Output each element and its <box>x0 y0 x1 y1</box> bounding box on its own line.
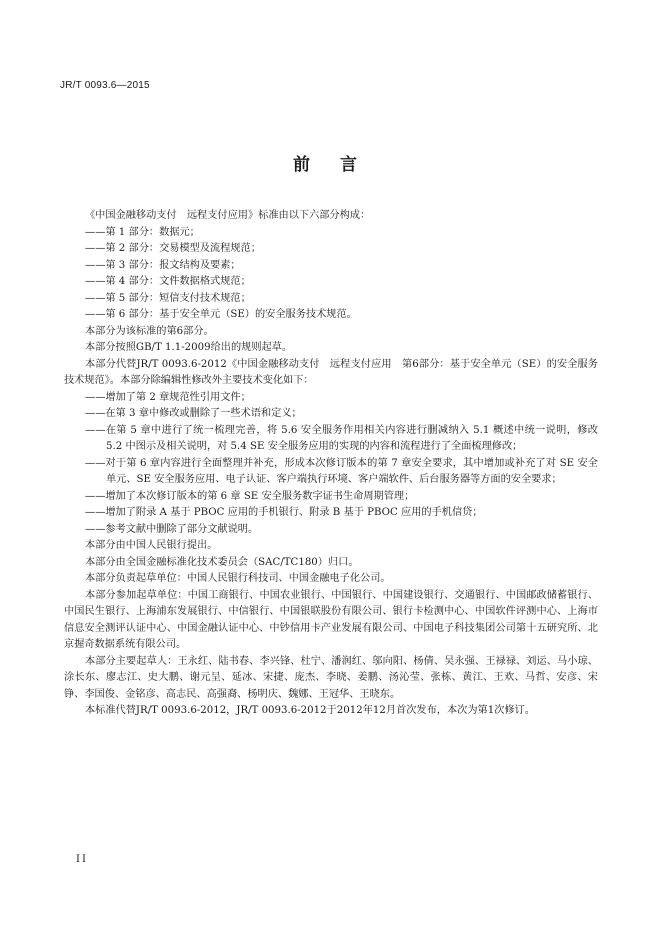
paragraph: ——第 5 部分：短信支付技术规范； <box>85 292 251 304</box>
paragraph: ——第 3 部分：报文结构及要素； <box>85 259 241 271</box>
paragraph: 本部分由中国人民银行提出。 <box>85 540 218 551</box>
change-list-item: ——参考文献中删除了部分文献说明。 <box>85 523 259 535</box>
paragraph: 本部分按照GB/T 1.1-2009给出的规则起草。 <box>85 342 293 353</box>
paragraph: 本标准代替JR/T 0093.6-2012，JR/T 0093.6-2012于2012年12月首次发布，本次为第1次修订。 <box>85 705 535 716</box>
paragraph: ——第 6 部分：基于安全单元（SE）的安全服务技术规范。 <box>85 309 357 320</box>
paragraph: ——第 1 部分：数据元； <box>85 226 200 238</box>
paragraph: 本部分为该标准的第6部分。 <box>85 325 214 337</box>
paragraph: 本部分由全国金融标准化技术委员会（SAC/TC180）归口。 <box>85 556 359 568</box>
page-number: II <box>76 854 88 865</box>
paragraph: 《中国金融移动支付 远程支付应用》标准由以下六部分构成： <box>85 210 371 221</box>
paragraph: 本部分代替JR/T 0093.6-2012《中国金融移动支付 远程支付应用 第6部分：基于安全单元（SE）的安全服务技术规范》。本部分除编辑性修改外主要技术变化如下： <box>64 358 598 386</box>
paragraph: ——第 2 部分：交易模型及流程规范； <box>85 243 261 254</box>
document-id: JR/T 0093.6—2015 <box>60 80 150 91</box>
paragraph: ——第 4 部分：文件数据格式规范； <box>85 276 251 287</box>
change-list-item: ——对于第 6 章内容进行全面整理并补充，形成本次修订版本的第 7 章安全要求，其中增加或补充了对 SE 安全单元、SE 安全服务应用、电子认证、客户端执行环境、客户端软件、后台服务器等方面的安全要求； <box>85 457 598 485</box>
change-list-item: ——在第 3 章中修改或删除了一些术语和定义； <box>85 408 302 419</box>
change-list-item: ——增加了附录 A 基于 PBOC 应用的手机银行、附录 B 基于 PBOC 应用的手机信贷； <box>85 507 483 518</box>
foreword-body <box>64 208 598 720</box>
paragraph: 本部分主要起草人：王永红、陆书春、李兴锋、杜宁、潘润红、邬向阳、杨倩、吴永强、王禄禄、刘运、马小琼、涂长东、廖志江、史大鹏、谢元呈、延冰、宋捷、庞杰、李晓、姜鹏、汤沁莹、张栋、黄江、王欢、马哲、安彦、宋铮、李国俊、金铭彦、高志民、高强裔、杨明庆、魏娜、王冠华、王晓东。 <box>64 655 598 700</box>
paragraph: 本部分负责起草单位：中国人民银行科技司、中国金融电子化公司。 <box>85 573 391 584</box>
change-list-item: ——增加了第 2 章规范性引用文件； <box>85 391 251 403</box>
page-title: 前 言 <box>293 155 369 175</box>
change-list-item: ——在第 5 章中进行了统一梳理完善，将 5.6 安全服务作用相关内容进行删减纳入 5.1 概述中统一说明，修改 5.2 中图示及相关说明，对 5.4 SE 安全服务应用的实现的内容和流程进行了全面梳理修改； <box>85 424 598 452</box>
change-list-item: ——增加了本次修订版本的第 6 章 SE 安全服务数字证书生命周期管理； <box>85 490 415 502</box>
paragraph: 本部分参加起草单位：中国工商银行、中国农业银行、中国银行、中国建设银行、交通银行、中国邮政储蓄银行、中国民生银行、上海浦东发展银行、中信银行、中国银联股份有限公司、银行卡检测中心、中国软件评测中心、上海市信息安全测评认证中心、中国金融认证中心、中钞信用卡产业发展有限公司、中国电子科技集团公司第十五研究所、北京握奇数据系统有限公司。 <box>64 589 598 650</box>
